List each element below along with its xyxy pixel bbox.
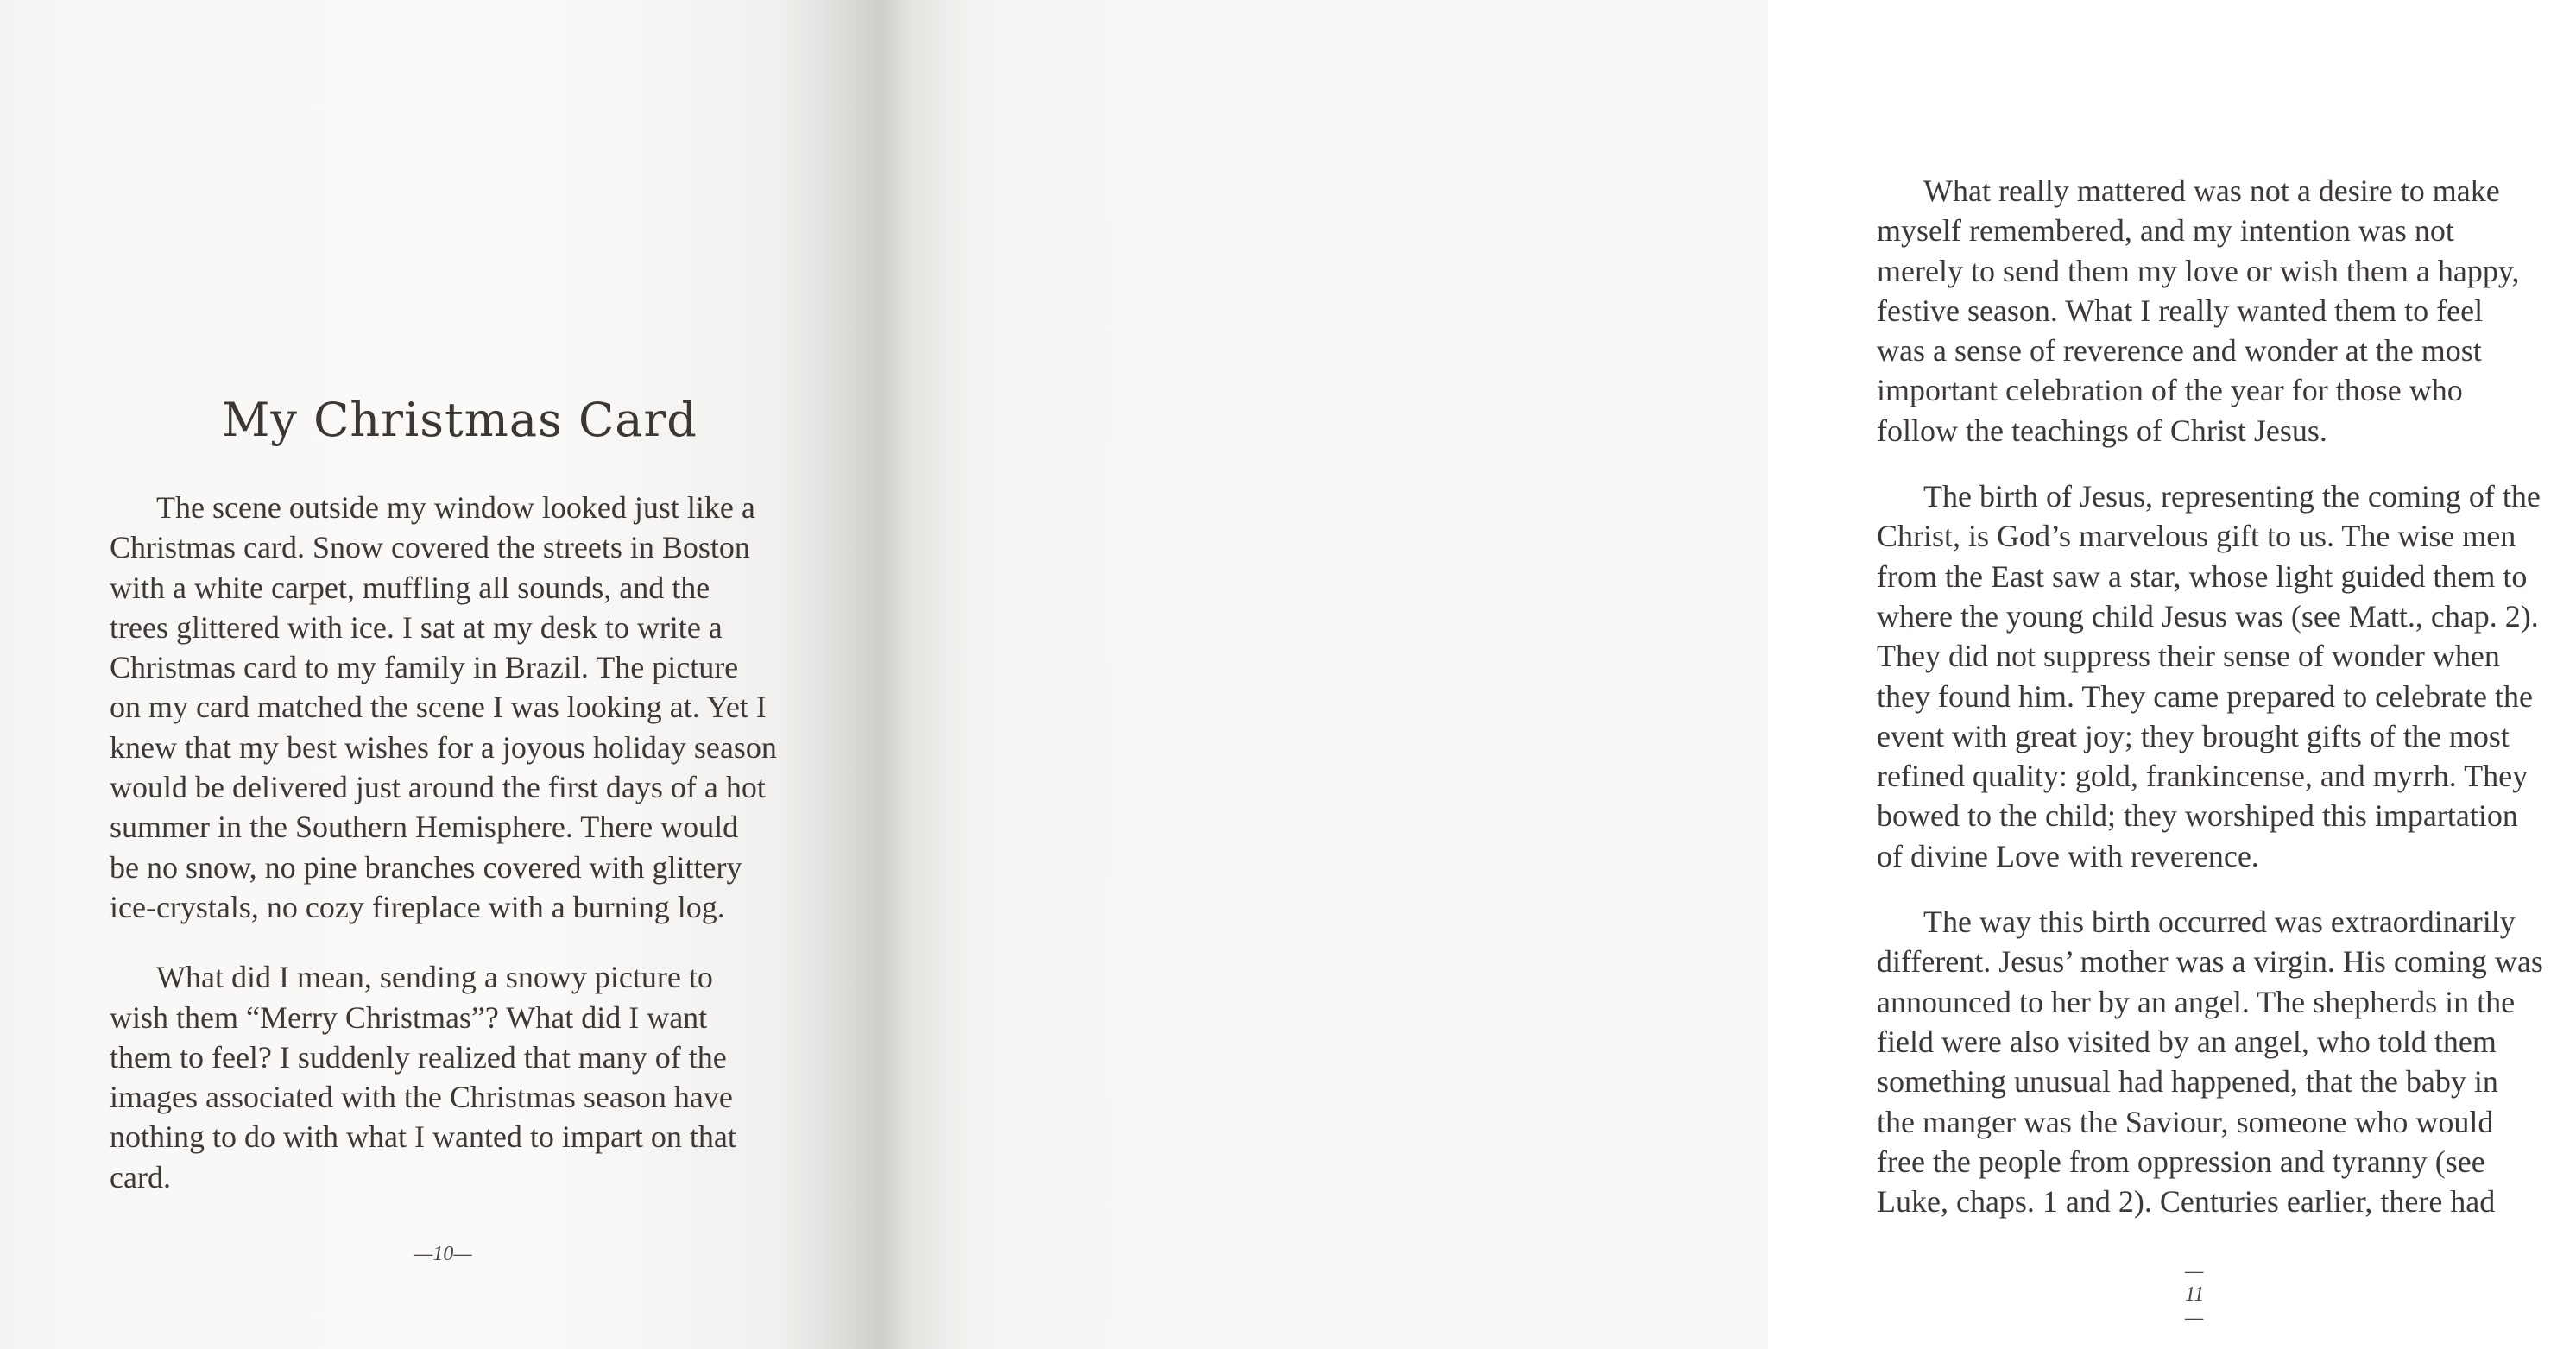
page-number: —10— <box>414 1243 472 1265</box>
text-line: of divine Love with reverence. <box>1877 838 2259 873</box>
text-line: festive season. What I really wanted them to feel <box>1877 293 2484 328</box>
text-line: images associated with the Christmas season have <box>110 1080 733 1115</box>
text-line: Christmas card to my family in Brazil. The picture <box>110 650 739 685</box>
text-line: The scene outside my window looked just like a <box>156 490 755 525</box>
text-line: free the people from oppression and tyranny (see <box>1877 1144 2485 1179</box>
paragraph <box>110 957 818 1197</box>
text-line: They did not suppress their sense of wonder when <box>1877 639 2500 674</box>
text-line: myself remembered, and my intention was not <box>1877 213 2454 249</box>
text-line: follow the teachings of Christ Jesus. <box>1877 413 2327 448</box>
text-line: knew that my best wishes for a joyous holiday season <box>110 729 777 765</box>
page-number: —11— <box>2185 1260 2205 1329</box>
left-page <box>0 0 884 1349</box>
text-line: the manger was the Saviour, someone who would <box>1877 1104 2494 1139</box>
text-line: would be delivered just around the first days of a hot <box>110 770 766 805</box>
text-line: trees glittered with ice. I sat at my desk to write a <box>110 609 723 645</box>
text-line: event with great joy; they brought gifts of the most <box>1877 718 2510 753</box>
text-line: different. Jesus’ mother was a virgin. His coming was <box>1877 944 2543 980</box>
text-line: on my card matched the scene I was looking at. Yet I <box>110 690 767 725</box>
text-line: announced to her by an angel. The shepherds in the <box>1877 984 2516 1019</box>
text-line: nothing to do with what I wanted to impart on that <box>110 1119 736 1155</box>
text-line: ice-crystals, no cozy fireplace with a burning log. <box>110 889 725 924</box>
text-line: The birth of Jesus, representing the coming of the <box>1923 479 2541 514</box>
text-line: card. <box>110 1159 171 1195</box>
text-line: something unusual had happened, that the baby in <box>1877 1064 2498 1100</box>
text-line: What really mattered was not a desire to make <box>1923 173 2500 208</box>
left-body-text <box>110 488 818 1197</box>
text-line: important celebration of the year for those who <box>1877 373 2463 408</box>
text-line: Christ, is God’s marvelous gift to us. The wise men <box>1877 519 2516 554</box>
text-line: bowed to the child; they worshiped this impartation <box>1877 798 2518 834</box>
paragraph <box>1877 171 2576 451</box>
text-line: merely to send them my love or wish them a happy, <box>1877 253 2520 288</box>
text-line: they found him. They came prepared to celebrate the <box>1877 678 2534 714</box>
text-line: where the young child Jesus was (see Matt., chap. 2). <box>1877 598 2539 634</box>
text-line: wish them “Merry Christmas”? What did I want <box>110 999 708 1035</box>
text-line: from the East saw a star, whose light guided them to <box>1877 558 2528 594</box>
paragraph <box>1877 476 2576 876</box>
text-line: refined quality: gold, frankincense, and myrrh. They <box>1877 759 2529 794</box>
text-line: Luke, chaps. 1 and 2). Centuries earlier, there had <box>1877 1184 2496 1220</box>
text-line: with a white carpet, muffling all sounds, and the <box>110 570 710 605</box>
text-line: was a sense of reverence and wonder at the most <box>1877 333 2482 369</box>
text-line: them to feel? I suddenly realized that many of the <box>110 1039 727 1075</box>
text-line: What did I mean, sending a snowy picture to <box>156 960 713 995</box>
chapter-title: My Christmas Card <box>222 393 698 447</box>
text-line: Christmas card. Snow covered the streets in Boston <box>110 530 750 565</box>
text-line: summer in the Southern Hemisphere. There would <box>110 810 739 845</box>
paragraph <box>110 488 818 927</box>
text-line: The way this birth occurred was extraordinarily <box>1923 905 2516 940</box>
text-line: be no snow, no pine branches covered with glittery <box>110 849 742 885</box>
right-body-text <box>1877 171 2576 1221</box>
paragraph <box>1877 902 2576 1221</box>
right-page <box>884 0 2543 1349</box>
text-line: field were also visited by an angel, who told them <box>1877 1024 2497 1059</box>
